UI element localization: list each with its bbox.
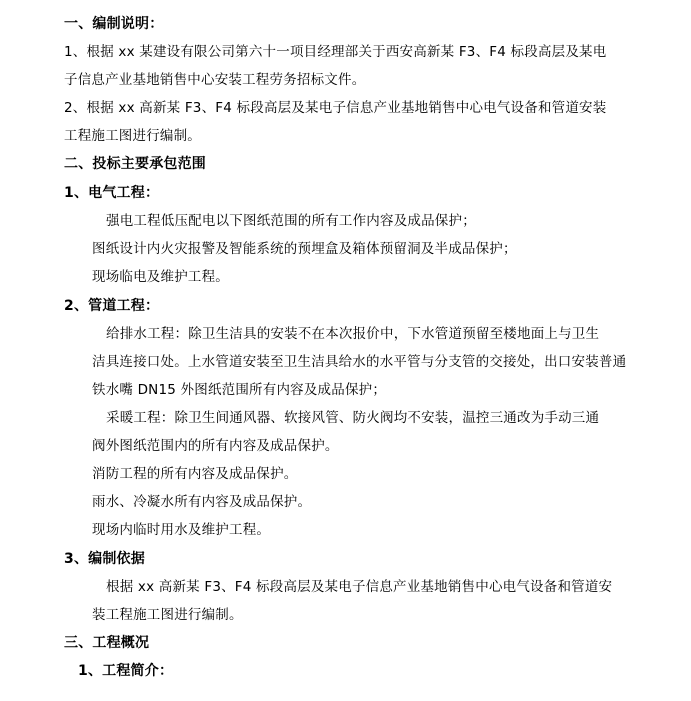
subsection-heading-piping: 2、管道工程：: [64, 298, 160, 314]
list-item: 图纸设计内火灾报警及智能系统的预埋盒及箱体预留洞及半成品保护；: [92, 241, 517, 257]
paragraph-line: 1、根据 xx 某建设有限公司第六十一项目经理部关于西安高新某 F3、F4 标段高层及某电: [64, 44, 607, 60]
paragraph-line: 铁水嘴 DN15 外图纸范围所有内容及成品保护；: [92, 382, 387, 398]
list-item: 雨水、冷凝水所有内容及成品保护。: [92, 494, 312, 510]
paragraph-line: 子信息产业基地销售中心安装工程劳务招标文件。: [64, 72, 366, 88]
subsection-heading-overview: 1、工程简介：: [78, 663, 174, 679]
section-heading-3: 三、工程概况: [64, 635, 150, 651]
list-item: 现场临电及维护工程。: [92, 269, 229, 285]
section-heading-1: 一、编制说明：: [64, 16, 164, 32]
subsection-heading-electrical: 1、电气工程：: [64, 185, 160, 201]
paragraph-line: 给排水工程：除卫生洁具的安装不在本次报价中，下水管道预留至楼地面上与卫生: [106, 326, 600, 342]
subsection-heading-basis: 3、编制依据: [64, 551, 145, 567]
paragraph-line: 装工程施工图进行编制。: [92, 607, 243, 623]
paragraph-line: 阀外图纸范围内的所有内容及成品保护。: [92, 438, 339, 454]
list-item: 强电工程低压配电以下图纸范围的所有工作内容及成品保护；: [106, 213, 476, 229]
paragraph-line: 工程施工图进行编制。: [64, 128, 201, 144]
list-item: 现场内临时用水及维护工程。: [92, 522, 271, 538]
paragraph-line: 2、根据 xx 高新某 F3、F4 标段高层及某电子信息产业基地销售中心电气设备和管道安装: [64, 100, 607, 116]
paragraph-line: 采暖工程：除卫生间通风器、软接风管、防火阀均不安装，温控三通改为手动三通: [106, 410, 600, 426]
paragraph-line: 洁具连接口处。上水管道安装至卫生洁具给水的水平管与分支管的交接处，出口安装普通: [92, 354, 627, 370]
section-heading-2: 二、投标主要承包范围: [64, 156, 206, 172]
list-item: 消防工程的所有内容及成品保护。: [92, 466, 298, 482]
paragraph-line: 根据 xx 高新某 F3、F4 标段高层及某电子信息产业基地销售中心电气设备和管道安: [106, 579, 613, 595]
